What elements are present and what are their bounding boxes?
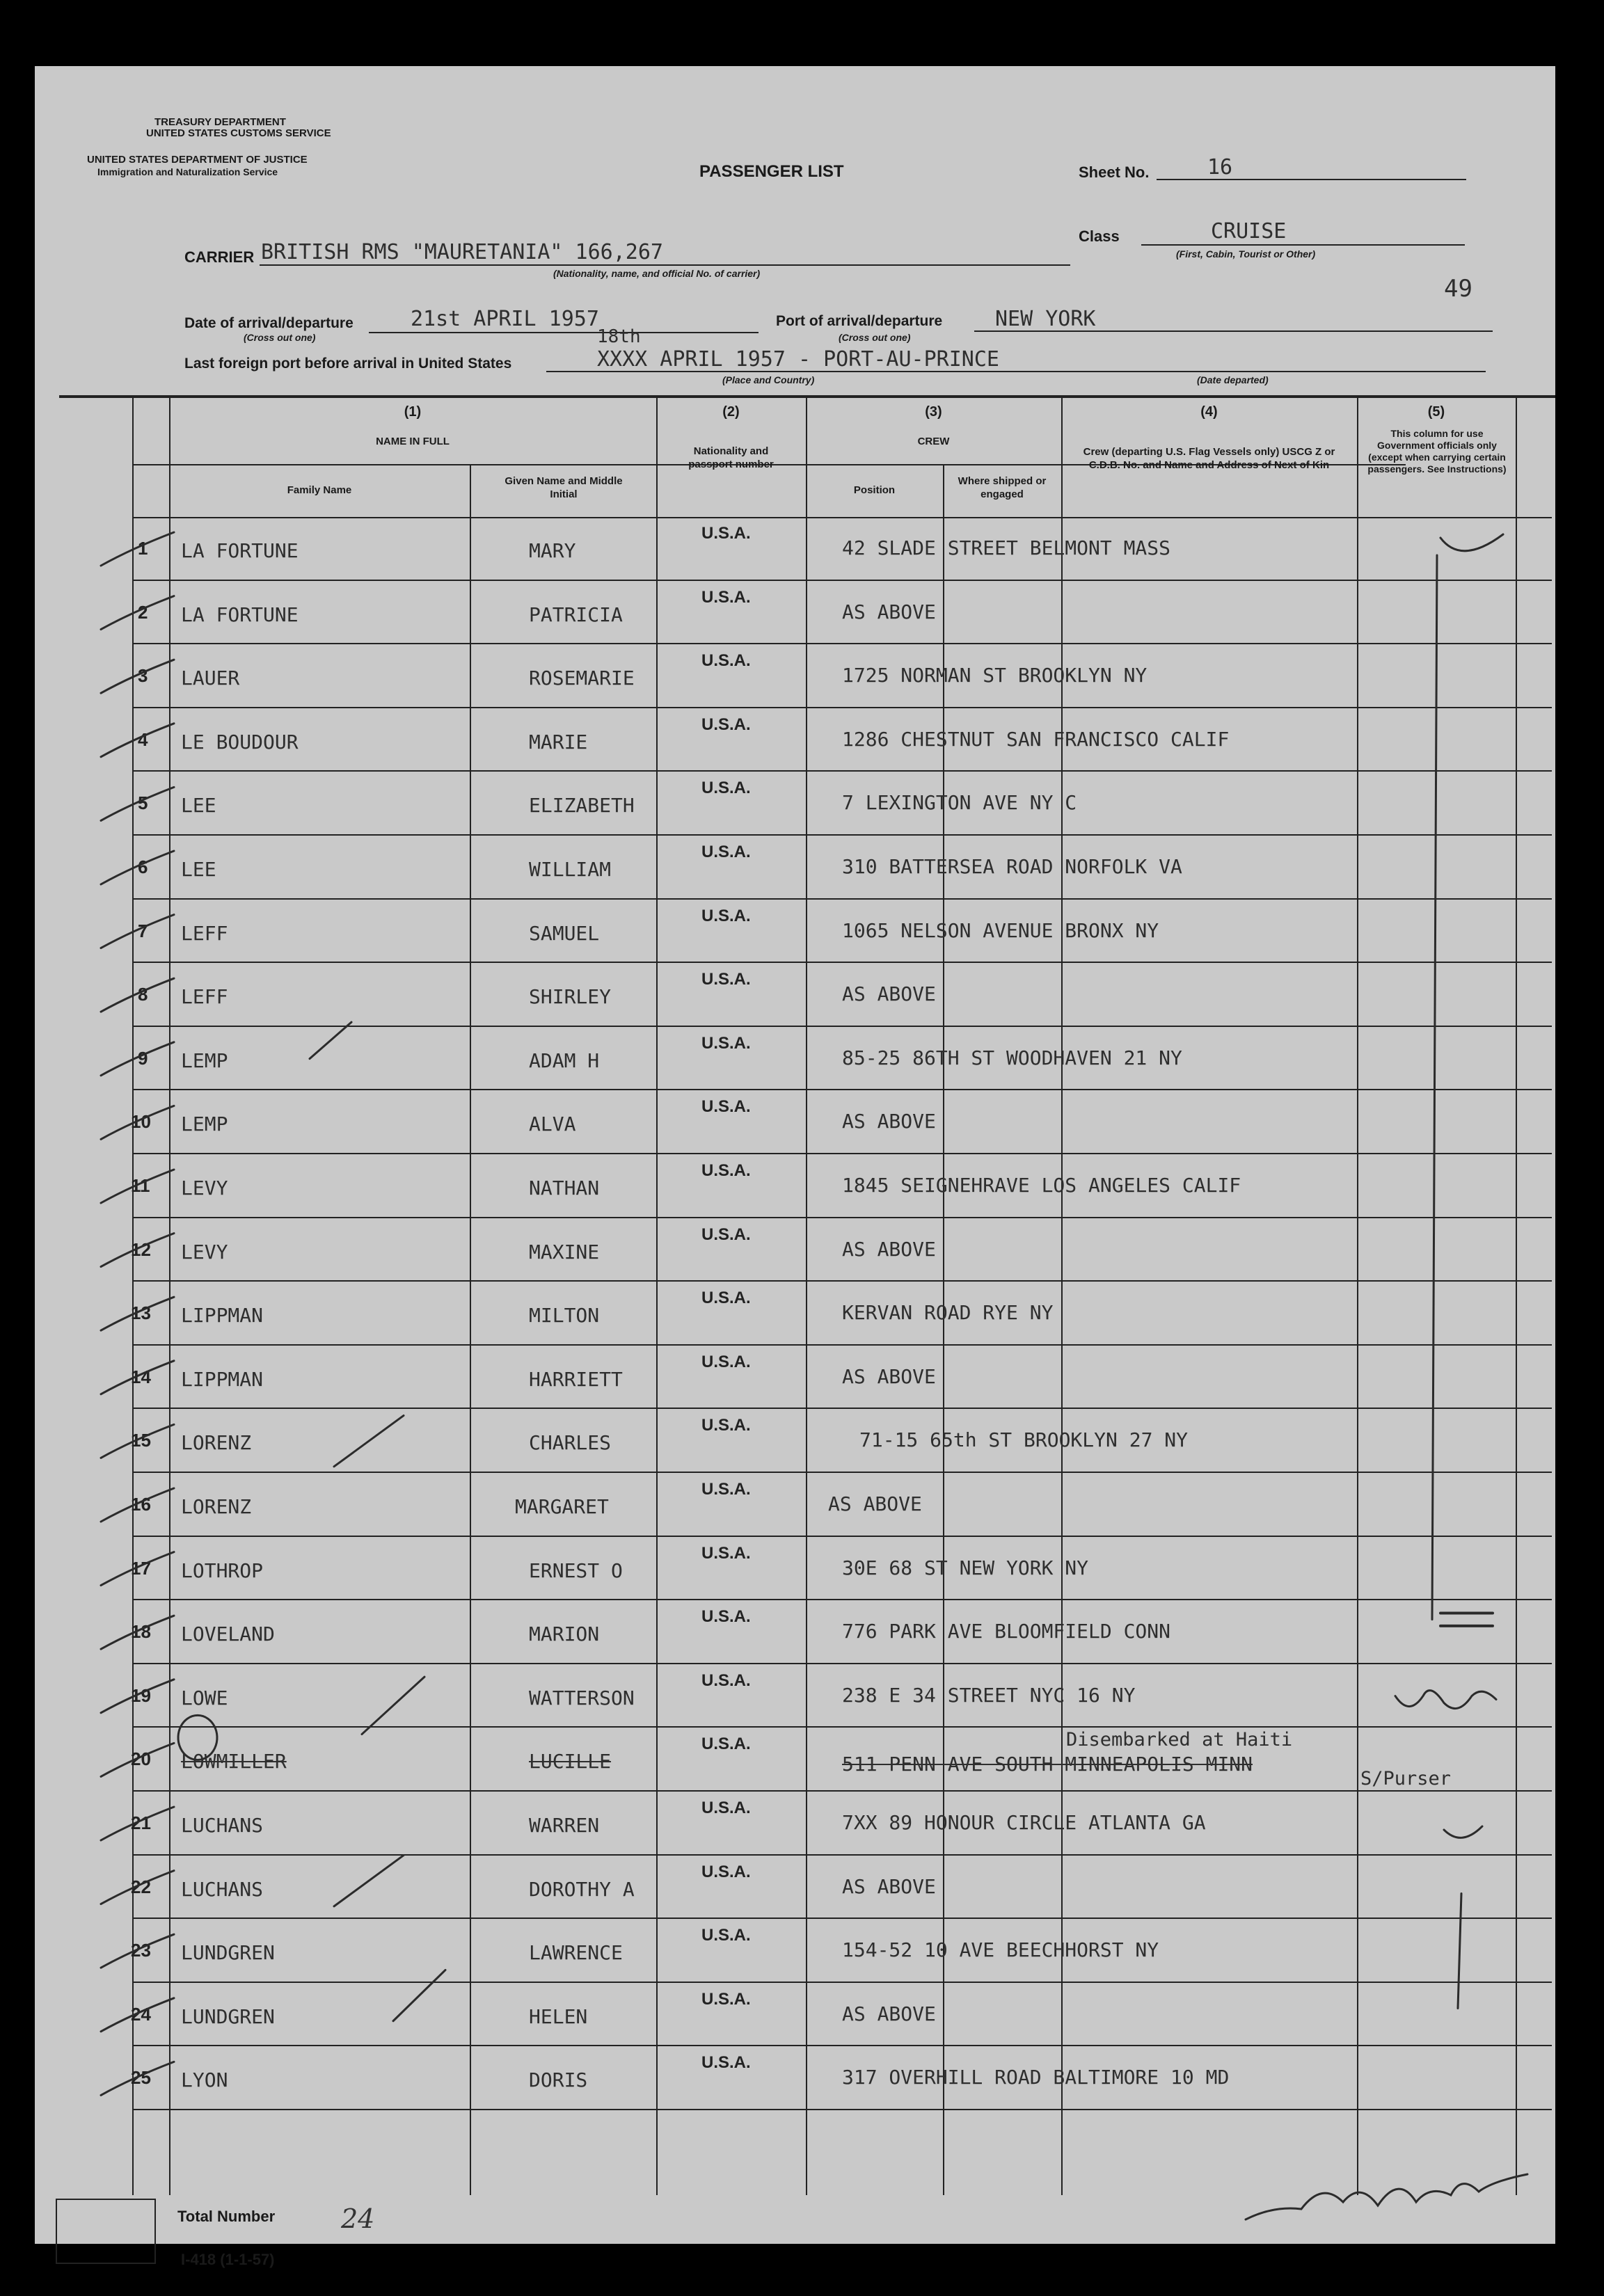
col1-title: NAME IN FULL xyxy=(376,436,450,447)
address: 7XX 89 HONOUR CIRCLE ATLANTA GA xyxy=(842,1811,1206,1834)
nationality: U.S.A. xyxy=(701,1543,751,1563)
arrival-caption: (Cross out one) xyxy=(244,332,316,343)
address: AS ABOVE xyxy=(842,1110,936,1133)
treasury-dept-line: TREASURY DEPARTMENT xyxy=(154,116,286,128)
family-name: LIPPMAN xyxy=(181,1367,264,1391)
class-caption: (First, Cabin, Tourist or Other) xyxy=(1176,248,1316,260)
nationality: U.S.A. xyxy=(701,1989,751,2009)
nationality: U.S.A. xyxy=(701,2053,751,2073)
row-number: 2 xyxy=(138,601,148,623)
family-name: LOWE xyxy=(181,1686,228,1709)
row-check-mark xyxy=(101,1680,174,1713)
port-label: Port of arrival/departure xyxy=(776,313,943,329)
customs-service-line: UNITED STATES CUSTOMS SERVICE xyxy=(146,127,331,139)
column5-line xyxy=(1458,1894,1461,2009)
sheet-number: 16 xyxy=(1207,155,1233,180)
row-number: 23 xyxy=(131,1940,151,1961)
family-name: LA FORTUNE xyxy=(181,603,299,626)
address: KERVAN ROAD RYE NY xyxy=(842,1301,1054,1325)
family-name: LOVELAND xyxy=(181,1623,275,1646)
given-name: DOROTHY A xyxy=(529,1877,635,1901)
passenger-list-sheet xyxy=(35,66,1555,2268)
row-number: 6 xyxy=(138,856,148,877)
row-number: 4 xyxy=(138,728,148,750)
justice-dept-line: UNITED STATES DEPARTMENT OF JUSTICE xyxy=(87,154,308,166)
address: 85-25 86TH ST WOODHAVEN 21 NY xyxy=(842,1046,1182,1069)
family-name: LEE xyxy=(181,794,216,818)
total-label: Total Number xyxy=(177,2208,276,2225)
given-name: MILTON xyxy=(529,1304,600,1328)
nationality: U.S.A. xyxy=(701,779,751,798)
row-check-mark xyxy=(101,1297,174,1330)
family-name: LUNDGREN xyxy=(181,1941,275,1965)
address: 317 OVERHILL ROAD BALTIMORE 10 MD xyxy=(842,2066,1230,2089)
row-check-mark xyxy=(101,1807,174,1840)
given-name: PATRICIA xyxy=(529,603,623,626)
column5-tick xyxy=(1444,1826,1482,1837)
given-name: LUCILLE xyxy=(529,1750,612,1773)
given-name-header: Given Name and Middle Initial xyxy=(505,475,623,500)
row-check-mark xyxy=(101,1170,174,1203)
family-name: LORENZ xyxy=(181,1431,252,1455)
row-check-mark xyxy=(101,1743,174,1776)
address: AS ABOVE xyxy=(842,982,936,1006)
carrier-label: CARRIER xyxy=(184,248,255,266)
row-check-mark xyxy=(101,978,174,1012)
col4-title: Crew (departing U.S. Flag Vessels only) USCG Z or C.D.B. No. and Name and Address of Next of Kin xyxy=(1083,446,1335,471)
disembarked-note: Disembarked at Haiti xyxy=(1066,1729,1293,1751)
total-value: 24 xyxy=(341,2203,375,2234)
family-name: LAUER xyxy=(181,667,240,690)
col5-number: (5) xyxy=(1427,404,1445,420)
address: 1725 NORMAN ST BROOKLYN NY xyxy=(842,664,1148,687)
row-check-mark xyxy=(101,660,174,693)
carrier-caption: (Nationality, name, and official No. of carrier) xyxy=(553,268,761,279)
nationality: U.S.A. xyxy=(701,1097,751,1117)
arrival-label: Date of arrival/departure xyxy=(184,315,354,331)
given-name: ALVA xyxy=(529,1113,576,1136)
position-header: Position xyxy=(853,484,896,496)
row-check-mark xyxy=(101,1488,174,1522)
row-check-mark xyxy=(101,1106,174,1139)
row-number: 13 xyxy=(131,1302,151,1324)
nationality: U.S.A. xyxy=(701,1671,751,1690)
address: 1845 SEIGNEHRAVE LOS ANGELES CALIF xyxy=(842,1174,1241,1197)
row-number: 15 xyxy=(131,1430,151,1451)
place-caption: (Place and Country) xyxy=(722,374,815,385)
col3-number: (3) xyxy=(925,404,942,420)
nationality: U.S.A. xyxy=(701,906,751,925)
given-name: HARRIETT xyxy=(529,1367,623,1391)
family-name: LEVY xyxy=(181,1240,228,1263)
given-name: MARION xyxy=(529,1623,600,1646)
row-check-mark xyxy=(101,1042,174,1076)
row-number: 19 xyxy=(131,1684,151,1706)
given-name: ERNEST O xyxy=(529,1558,623,1582)
address: 7 LEXINGTON AVE NY C xyxy=(842,791,1077,815)
address: AS ABOVE xyxy=(842,2002,936,2025)
sheet-label: Sheet No. xyxy=(1079,164,1150,181)
given-name: MARIE xyxy=(529,730,588,754)
given-name: SAMUEL xyxy=(529,921,600,945)
form-number: I-418 (1-1-57) xyxy=(181,2251,275,2268)
column5-tick xyxy=(1440,534,1503,551)
class-value: CRUISE xyxy=(1211,219,1287,244)
given-name: ELIZABETH xyxy=(529,794,635,818)
pen-stroke xyxy=(362,1677,424,1734)
shipped-header: Where shipped or engaged xyxy=(958,475,1047,500)
row-number: 8 xyxy=(138,984,148,1005)
column5-line xyxy=(1432,555,1437,1620)
port-value: NEW YORK xyxy=(995,307,1096,331)
signature xyxy=(1246,2174,1527,2219)
row-check-mark xyxy=(101,915,174,948)
nationality: U.S.A. xyxy=(701,1926,751,1945)
row-number: 17 xyxy=(131,1557,151,1579)
pen-stroke xyxy=(310,1022,351,1058)
initials-scribble xyxy=(1395,1691,1496,1709)
given-name: SHIRLEY xyxy=(529,985,612,1009)
address: 511 PENN AVE SOUTH MINNEAPOLIS MINN xyxy=(842,1753,1253,1776)
col4-number: (4) xyxy=(1200,404,1218,420)
pen-stroke xyxy=(334,1856,404,1906)
nationality: U.S.A. xyxy=(701,1607,751,1627)
row-20-circle xyxy=(178,1715,217,1760)
nationality: U.S.A. xyxy=(701,1735,751,1754)
given-name: MARY xyxy=(529,539,576,562)
family-name: LUCHANS xyxy=(181,1877,264,1901)
corner-number: 49 xyxy=(1444,275,1472,303)
address: 42 SLADE STREET BELMONT MASS xyxy=(842,536,1171,559)
row-number: 14 xyxy=(131,1366,151,1387)
address: 1286 CHESTNUT SAN FRANCISCO CALIF xyxy=(842,727,1230,751)
col1-number: (1) xyxy=(404,404,422,420)
address: AS ABOVE xyxy=(842,1237,936,1261)
row-number: 7 xyxy=(138,920,148,941)
family-name: LEFF xyxy=(181,985,228,1009)
family-name: LORENZ xyxy=(181,1495,252,1518)
row-number: 3 xyxy=(138,665,148,687)
address: AS ABOVE xyxy=(842,1874,936,1898)
row-number: 18 xyxy=(131,1621,151,1643)
row-number: 24 xyxy=(131,2003,151,2025)
row-check-mark xyxy=(101,1361,174,1394)
nationality: U.S.A. xyxy=(701,715,751,734)
nationality: U.S.A. xyxy=(701,1862,751,1881)
given-name: HELEN xyxy=(529,2004,588,2028)
nationality: U.S.A. xyxy=(701,1289,751,1308)
pen-stroke xyxy=(393,1970,445,2020)
given-name: WILLIAM xyxy=(529,858,612,881)
ins-line: Immigration and Naturalization Service xyxy=(97,166,278,177)
nationality: U.S.A. xyxy=(701,651,751,671)
given-name: NATHAN xyxy=(529,1177,600,1199)
col3-title: CREW xyxy=(917,436,950,447)
row-number: 22 xyxy=(131,1876,151,1897)
date-departed-caption: (Date departed) xyxy=(1197,374,1269,385)
given-name: LAWRENCE xyxy=(529,1941,623,1965)
row-number: 10 xyxy=(131,1111,151,1133)
family-name: LEMP xyxy=(181,1113,228,1136)
row-number: 11 xyxy=(131,1175,150,1196)
row-check-mark xyxy=(101,724,174,757)
row-number: 12 xyxy=(131,1238,151,1260)
family-name: LOWMILLER xyxy=(181,1750,287,1773)
purser-note: S/Purser xyxy=(1360,1768,1452,1789)
given-name: MAXINE xyxy=(529,1240,600,1263)
row-check-mark xyxy=(101,1934,174,1968)
nationality: U.S.A. xyxy=(701,970,751,989)
col2-number: (2) xyxy=(722,404,740,420)
address: 310 BATTERSEA ROAD NORFOLK VA xyxy=(842,855,1182,878)
given-name: MARGARET xyxy=(515,1495,609,1518)
nationality: U.S.A. xyxy=(701,1416,751,1435)
row-check-mark xyxy=(101,851,174,884)
address: AS ABOVE xyxy=(828,1492,922,1515)
family-name: LUNDGREN xyxy=(181,2004,275,2028)
family-name: LE BOUDOUR xyxy=(181,730,299,754)
nationality: U.S.A. xyxy=(701,843,751,861)
row-check-mark xyxy=(101,1552,174,1586)
row-number: 25 xyxy=(131,2067,151,2089)
address: 1065 NELSON AVENUE BRONX NY xyxy=(842,918,1159,942)
family-name-header: Family Name xyxy=(287,484,352,496)
family-name: LUCHANS xyxy=(181,1814,264,1837)
nationality: U.S.A. xyxy=(701,1225,751,1244)
family-name: LEMP xyxy=(181,1049,228,1072)
last-port-label: Last foreign port before arrival in United States xyxy=(184,356,512,372)
nationality: U.S.A. xyxy=(701,1799,751,1817)
row-check-mark xyxy=(101,1616,174,1649)
family-name: LYON xyxy=(181,2068,228,2092)
given-name: CHARLES xyxy=(529,1431,612,1455)
port-caption: (Cross out one) xyxy=(839,332,911,343)
page-title: PASSENGER LIST xyxy=(699,162,844,181)
given-name: ADAM H xyxy=(529,1049,600,1072)
row-number: 9 xyxy=(138,1047,148,1069)
row-check-mark xyxy=(101,596,174,630)
last-port-value: XXXX APRIL 1957 - PORT-AU-PRINCE xyxy=(597,347,999,372)
family-name: LEFF xyxy=(181,921,228,945)
handwritten-marks xyxy=(35,66,1555,2244)
given-name: WARREN xyxy=(529,1814,600,1837)
row-check-mark xyxy=(101,1234,174,1267)
row-check-mark xyxy=(101,2062,174,2095)
address: 71-15 65th ST BROOKLYN 27 NY xyxy=(859,1428,1189,1452)
nationality: U.S.A. xyxy=(701,1033,751,1053)
nationality: U.S.A. xyxy=(701,1161,751,1180)
address: AS ABOVE xyxy=(842,1364,936,1388)
row-check-mark xyxy=(101,787,174,820)
row-number: 1 xyxy=(138,538,148,559)
nationality: U.S.A. xyxy=(701,587,751,607)
class-label: Class xyxy=(1079,228,1120,245)
family-name: LOTHROP xyxy=(181,1558,264,1582)
last-port-correction: 18th xyxy=(597,326,641,347)
row-number: 21 xyxy=(131,1812,151,1833)
given-name: WATTERSON xyxy=(529,1686,635,1709)
nationality: U.S.A. xyxy=(701,524,751,543)
row-number: 5 xyxy=(138,792,148,814)
row-check-mark xyxy=(101,1998,174,2032)
family-name: LA FORTUNE xyxy=(181,539,299,562)
address: AS ABOVE xyxy=(842,600,936,623)
address: 238 E 34 STREET NYC 16 NY xyxy=(842,1683,1136,1707)
carrier-value: BRITISH RMS "MAURETANIA" 166,267 xyxy=(261,240,663,264)
address: 30E 68 ST NEW YORK NY xyxy=(842,1556,1089,1579)
row-number: 16 xyxy=(131,1494,151,1515)
family-name: LEVY xyxy=(181,1177,228,1199)
arrival-value: 21st APRIL 1957 xyxy=(411,307,599,331)
row-number: 20 xyxy=(131,1748,151,1770)
row-check-mark xyxy=(101,1871,174,1904)
address: 776 PARK AVE BLOOMFIELD CONN xyxy=(842,1620,1171,1643)
family-name: LEE xyxy=(181,858,216,881)
nationality: U.S.A. xyxy=(701,1480,751,1499)
address: 154-52 10 AVE BEECHHORST NY xyxy=(842,1938,1159,1962)
given-name: ROSEMARIE xyxy=(529,667,635,690)
pen-stroke xyxy=(334,1416,404,1467)
given-name: DORIS xyxy=(529,2068,588,2092)
col5-title: This column for use Government officials only (except when carrying certain passengers. See Instructions) xyxy=(1367,428,1507,475)
nationality: U.S.A. xyxy=(701,1352,751,1371)
row-check-mark xyxy=(101,532,174,566)
col2-title: Nationality and passport number xyxy=(688,445,774,470)
family-name: LIPPMAN xyxy=(181,1304,264,1328)
row-check-mark xyxy=(101,1424,174,1458)
